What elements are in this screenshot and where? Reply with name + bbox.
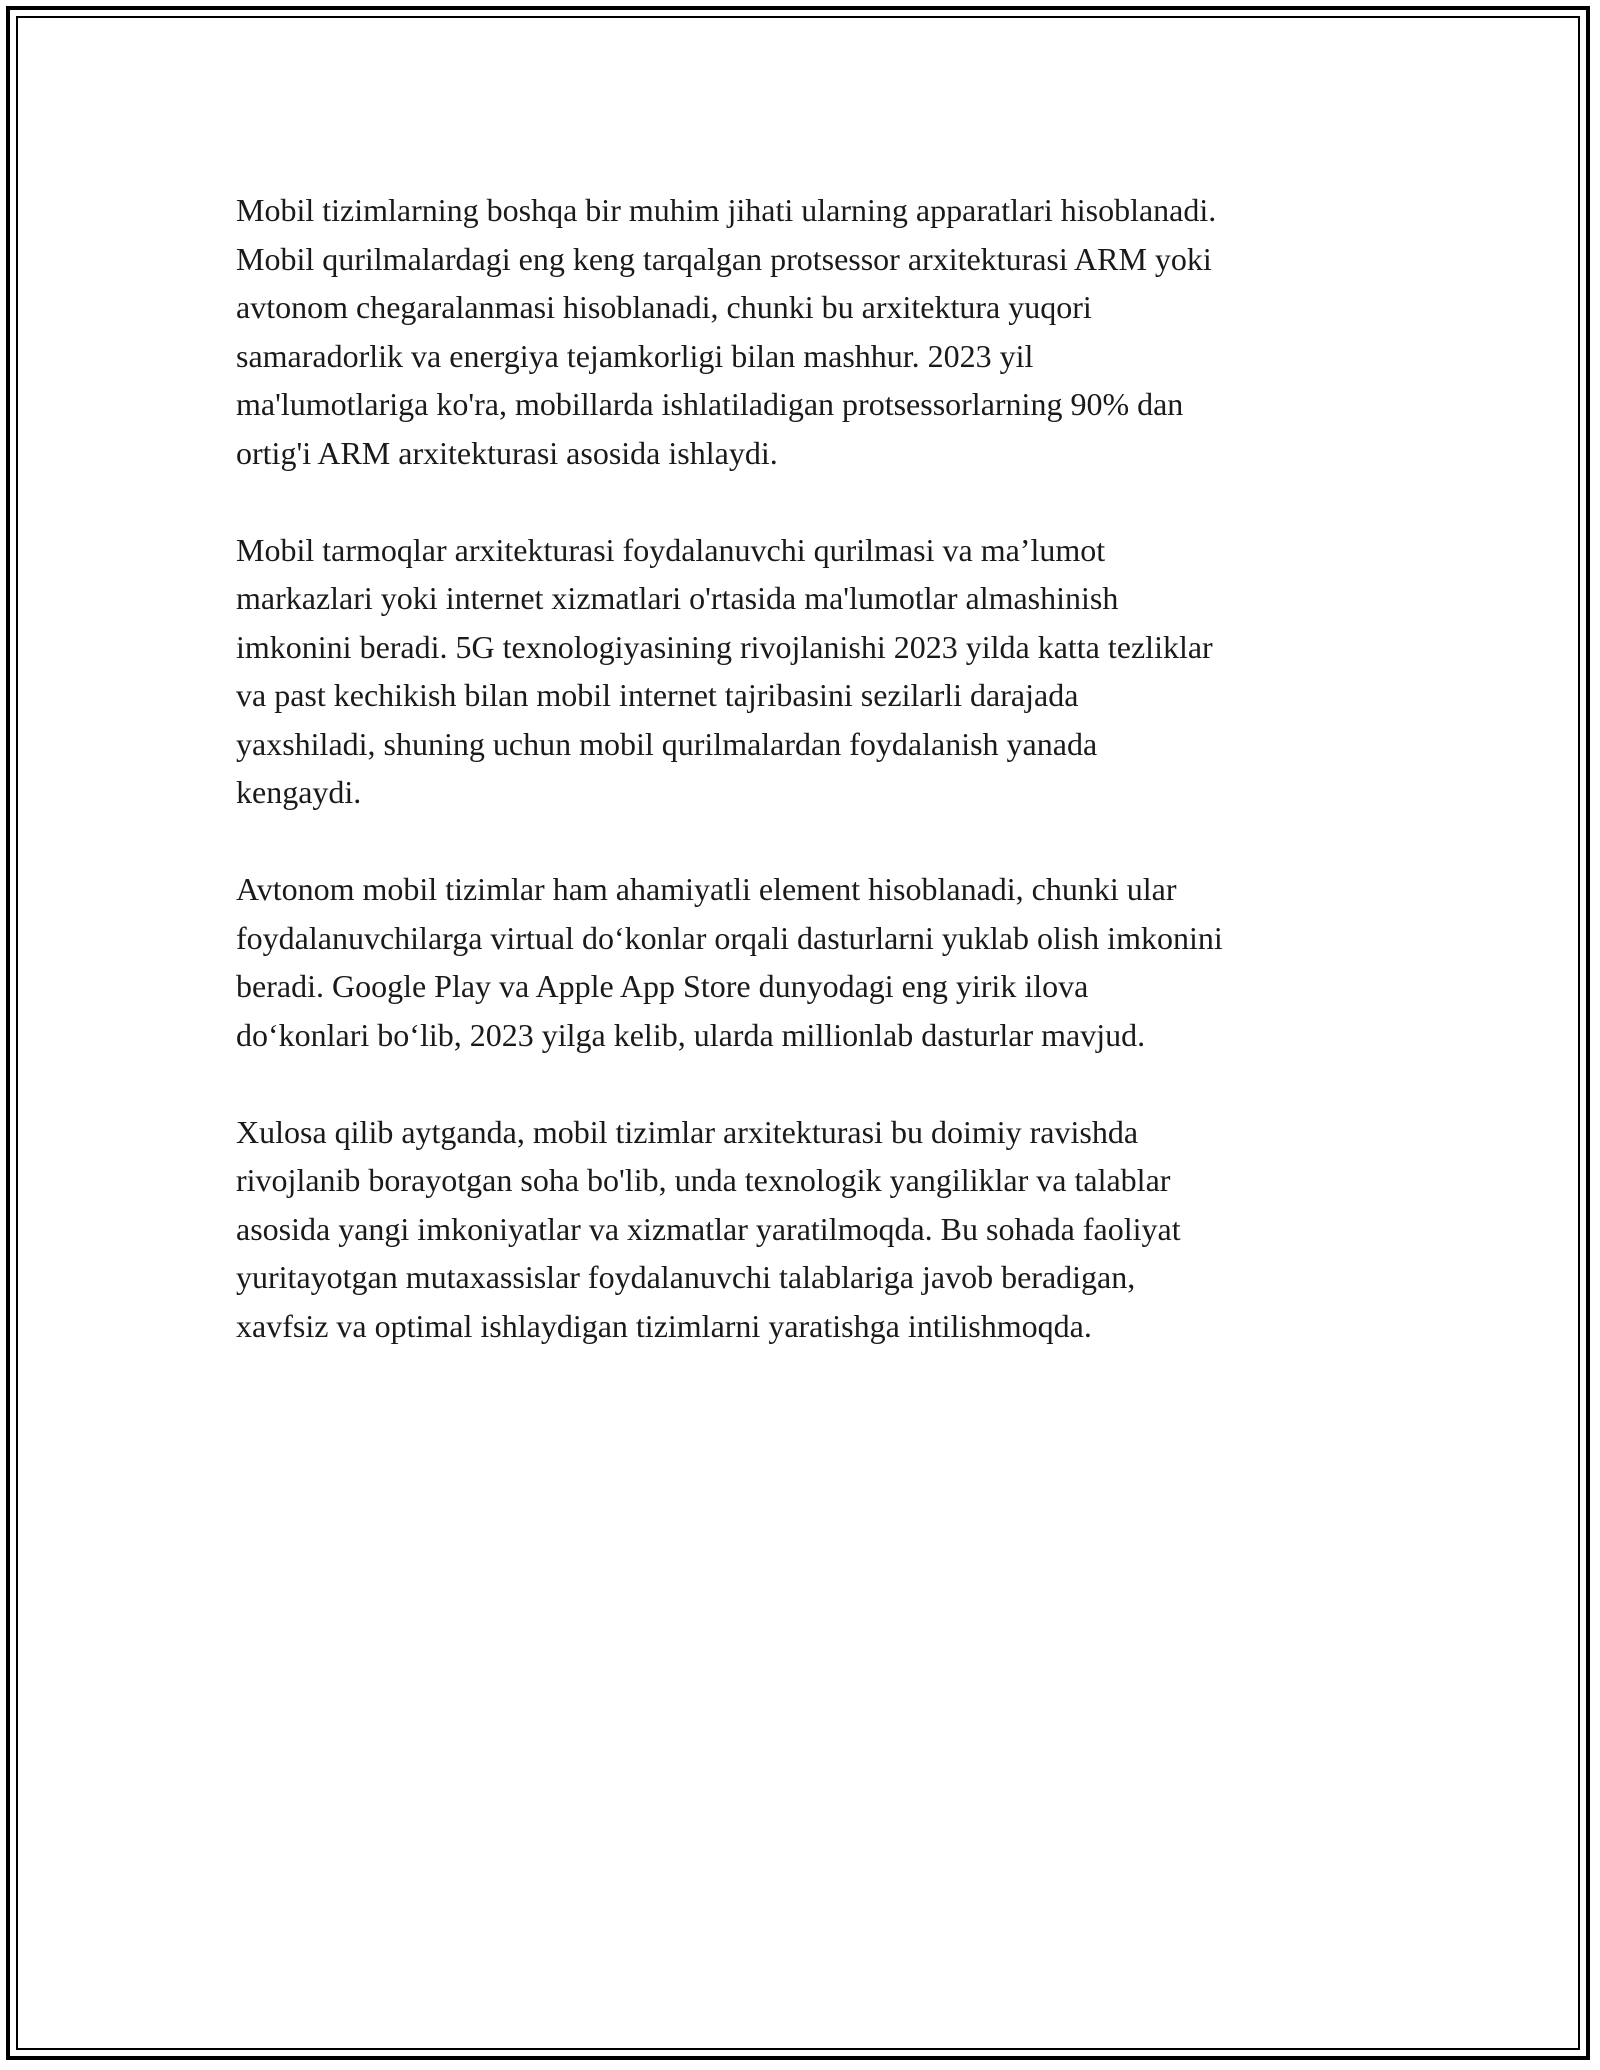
paragraph-networks — [236, 526, 1386, 817]
text-line: asosida yangi imkoniyatlar va xizmatlar yaratilmoqda. Bu sohada faoliyat — [236, 1210, 1181, 1247]
text-line: Avtonom mobil tizimlar ham ahamiyatli element hisoblanadi, chunki ular — [236, 871, 1177, 907]
document-body — [236, 186, 1386, 1399]
text-line: ma'lumotlariga ko'ra, mobillarda ishlatiladigan protsessorlarning 90% dan — [236, 386, 1184, 422]
paragraph-hardware — [236, 186, 1386, 477]
text-line: avtonom chegaralanmasi hisoblanadi, chunki bu arxitektura yuqori — [236, 289, 1092, 325]
text-line: xavfsiz va optimal ishlaydigan tizimlarni yaratishga intilishmoqda. — [236, 1307, 1092, 1344]
text-line: do‘konlari bo‘lib, 2023 yilga kelib, ularda millionlab dasturlar mavjud. — [236, 1016, 1146, 1053]
text-line: Mobil qurilmalardagi eng keng tarqalgan protsessor arxitekturasi ARM yoki — [236, 240, 1212, 277]
text-line: kengaydi. — [236, 774, 362, 810]
text-line: markazlari yoki internet xizmatlari o'rtasida ma'lumotlar almashinish — [236, 580, 1119, 616]
text-line: imkonini beradi. 5G texnologiyasining rivojlanishi 2023 yilda katta tezliklar — [236, 628, 1213, 665]
text-line: Mobil tizimlarning boshqa bir muhim jihati ularning apparatlari hisoblanadi. — [236, 192, 1217, 228]
text-line: rivojlanib borayotgan soha bo'lib, unda texnologik yangiliklar va talablar — [236, 1162, 1171, 1198]
text-line: Mobil tarmoqlar arxitekturasi foydalanuvchi qurilmasi va ma’lumot — [236, 531, 1106, 568]
paragraph-app-stores — [236, 865, 1386, 1059]
text-line: foydalanuvchilarga virtual do‘konlar orqali dasturlarni yuklab olish imkonini — [236, 919, 1223, 956]
text-line: yuritayotgan mutaxassislar foydalanuvchi talablariga javob beradigan, — [236, 1259, 1136, 1295]
text-line: va past kechikish bilan mobil internet tajribasini sezilarli darajada — [236, 677, 1079, 713]
text-line: beradi. Google Play va Apple App Store dunyodagi eng yirik ilova — [236, 968, 1089, 1004]
text-line: ortig'i ARM arxitekturasi asosida ishlaydi. — [236, 434, 778, 471]
paragraph-conclusion — [236, 1108, 1386, 1351]
text-line: Xulosa qilib aytganda, mobil tizimlar arxitekturasi bu doimiy ravishda — [236, 1113, 1139, 1150]
text-line: yaxshiladi, shuning uchun mobil qurilmalardan foydalanish yanada — [236, 725, 1098, 762]
text-line: samaradorlik va energiya tejamkorligi bilan mashhur. 2023 yil — [236, 337, 1034, 374]
